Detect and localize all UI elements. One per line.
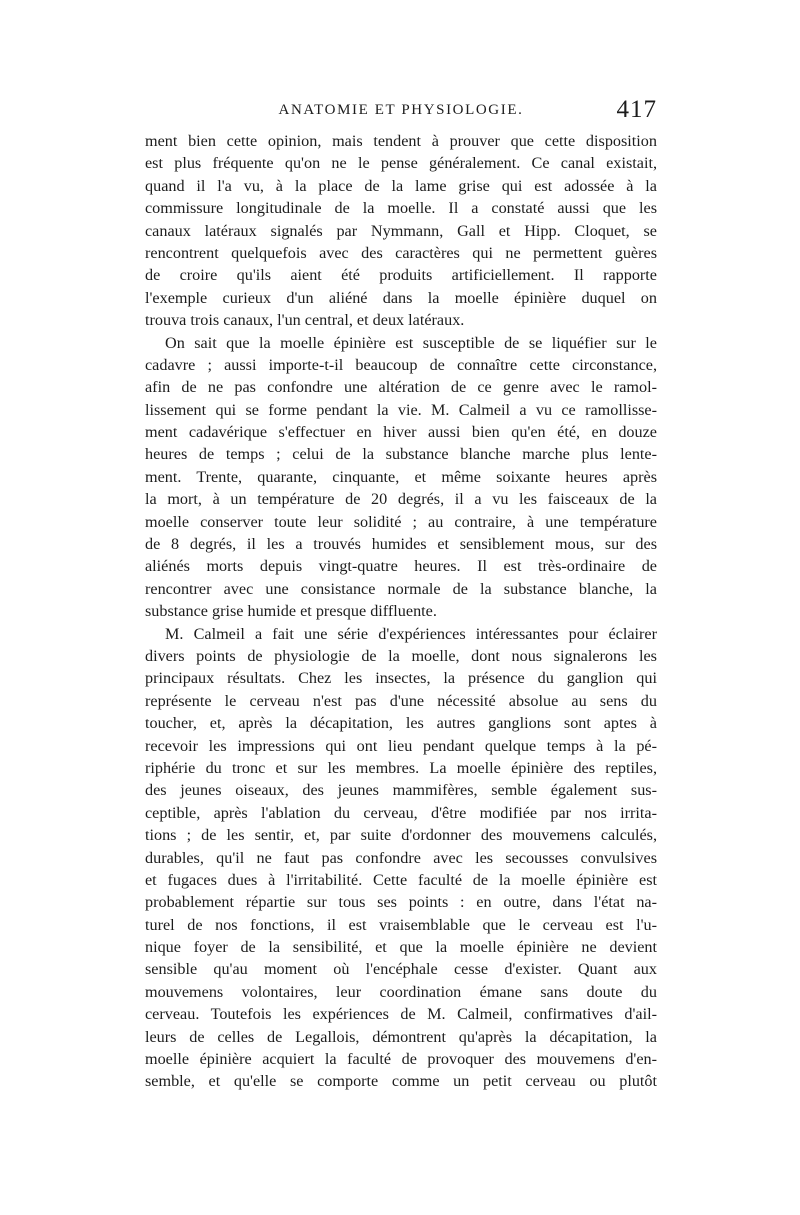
body-text <box>145 130 657 1093</box>
text-line: est plus fréquente qu'on ne le pense généralement. Ce canal existait, <box>145 154 657 173</box>
text-line: ment bien cette opinion, mais tendent à prouver que cette disposition <box>145 132 657 150</box>
text-line: de 8 degrés, il les a trouvés humides et sensiblement mous, sur des <box>145 535 657 554</box>
text-line: canaux latéraux signalés par Nymmann, Gall et Hipp. Cloquet, se <box>145 221 657 240</box>
page-number: 417 <box>616 96 657 123</box>
text-line: et fugaces dues à l'irritabilité. Cette faculté de la moelle épinière est <box>145 870 657 889</box>
text-line: rencontrent quelquefois avec des caractères qui ne permettent guères <box>145 243 657 262</box>
text-line: moelle épinière acquiert la faculté de provoquer des mouvemens d'en- <box>145 1050 657 1069</box>
text-line: trouva trois canaux, l'un central, et deux latéraux. <box>145 311 465 330</box>
text-line: turel de nos fonctions, il est vraisemblable que le cerveau est l'u- <box>145 915 657 934</box>
text-line: divers points de physiologie de la moelle, dont nous signalerons les <box>145 646 657 665</box>
text-line: ceptible, après l'ablation du cerveau, d'être modifiée par nos irrita- <box>145 803 657 822</box>
text-line: ment. Trente, quarante, cinquante, et même soixante heures après <box>145 467 657 486</box>
text-line: ment cadavérique s'effectuer en hiver aussi bien qu'en été, en douze <box>145 423 657 442</box>
text-line: cadavre ; aussi importe-t-il beaucoup de connaître cette circonstance, <box>145 355 657 374</box>
text-line: nique foyer de la sensibilité, et que la moelle épinière ne devient <box>145 938 657 957</box>
text-line: commissure longitudinale de la moelle. Il a constaté aussi que les <box>145 199 657 218</box>
text-line: rencontrer avec une consistance normale de la substance blanche, la <box>145 579 657 598</box>
text-line: semble, et qu'elle se comporte comme un petit cerveau ou plutôt <box>145 1072 657 1091</box>
text-line: la mort, à un température de 20 degrés, il a vu les faisceaux de la <box>145 490 657 509</box>
running-title: ANATOMIE ET PHYSIOLOGIE. <box>278 102 524 118</box>
text-line: riphérie du tronc et sur les membres. La moelle épinière des reptiles, <box>145 758 657 777</box>
text-line: afin de ne pas confondre une altération de ce genre avec le ramol- <box>145 378 657 397</box>
text-line: quand il l'a vu, à la place de la lame grise qui est adossée à la <box>145 176 657 195</box>
text-line: recevoir les impressions qui ont lieu pendant quelque temps à la pé- <box>145 736 657 755</box>
text-line: sensible qu'au moment où l'encéphale cesse d'exister. Quant aux <box>145 960 657 979</box>
text-line: représente le cerveau n'est pas d'une nécessité absolue au sens du <box>145 691 657 710</box>
text-line: substance grise humide et presque diffluente. <box>145 602 437 621</box>
text-line: des jeunes oiseaux, des jeunes mammifères, semble également sus- <box>145 781 657 800</box>
text-line: principaux résultats. Chez les insectes, la présence du ganglion qui <box>145 669 657 688</box>
text-line: leurs de celles de Legallois, démontrent qu'après la décapitation, la <box>145 1027 657 1046</box>
text-line: mouvemens volontaires, leur coordination émane sans doute du <box>145 982 657 1001</box>
text-line: moelle conserver toute leur solidité ; au contraire, à une température <box>145 512 657 531</box>
text-line: l'exemple curieux d'un aliéné dans la moelle épinière duquel on <box>145 288 657 307</box>
text-line: durables, qu'il ne faut pas confondre avec les secousses convulsives <box>145 848 657 867</box>
text-line: aliénés morts depuis vingt-quatre heures. Il est très-ordinaire de <box>145 557 657 576</box>
text-line: de croire qu'ils aient été produits artificiellement. Il rapporte <box>145 266 657 285</box>
text-line: cerveau. Toutefois les expériences de M. Calmeil, confirmatives d'ail- <box>145 1005 657 1024</box>
text-line: tions ; de les sentir, et, par suite d'ordonner des mouvemens calculés, <box>145 826 657 845</box>
text-line: lissement qui se forme pendant la vie. M. Calmeil a vu ce ramollisse- <box>145 400 657 419</box>
paragraph-first-line: On sait que la moelle épinière est susceptible de se liquéfier sur le <box>165 333 657 352</box>
text-line: toucher, et, après la décapitation, les autres ganglions sont aptes à <box>145 714 657 733</box>
page-header <box>145 96 657 130</box>
paragraph-first-line: M. Calmeil a fait une série d'expériences intéressantes pour éclairer <box>165 624 657 643</box>
text-line: probablement répartie sur tous ses points : en outre, dans l'état na- <box>145 893 657 912</box>
text-line: heures de temps ; celui de la substance blanche marche plus lente- <box>145 445 657 464</box>
